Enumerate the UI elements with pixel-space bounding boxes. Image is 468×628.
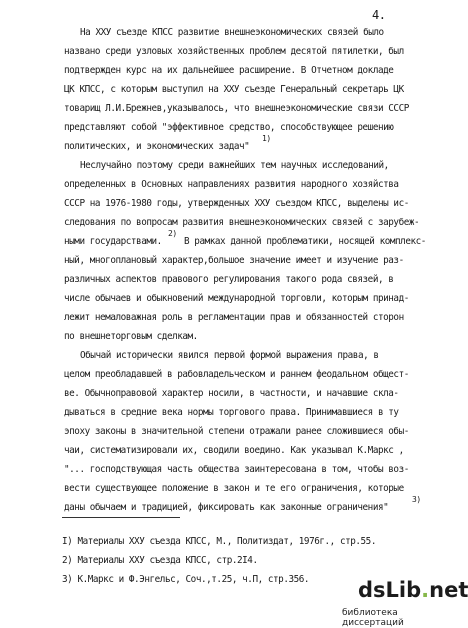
p3-line-6: чаи, систематизировали их, сводили воедино. Как указывал К.Маркс , (64, 445, 404, 456)
footnote-ref-2: 2) (168, 229, 177, 238)
watermark-subtitle: библиотека диссертаций (342, 608, 404, 628)
p3-line-9: даны обычаем и традицией, фиксировать как законные ограничения" (64, 502, 389, 513)
footnote-separator (62, 517, 180, 518)
p2-line-5-cont: В рамках данной проблематики, носящей комплекс- (184, 236, 426, 247)
p3-line-4: дываться в средние века нормы торгового права. Принимавшиеся в ту (64, 407, 399, 418)
p3-line-2: целом преобладавшей в рабовладельческом и раннем феодальном общест- (64, 369, 409, 380)
p1-line-6: представляют собой "эффективное средство, способствующее решению (64, 122, 394, 133)
p2-line-5: ными государствами. (64, 236, 162, 247)
p3-line-3: ве. Обычноправовой характер носили, в частности, и начавшие скла- (64, 388, 399, 399)
footnote-3: 3) К.Маркс и Ф.Энгельс, Соч.,т.25, ч.П, стр.356. (62, 574, 310, 585)
page-number: 4. (372, 8, 386, 22)
p3-line-7: "... господствующая часть общества заинтересована в том, чтобы воз- (64, 464, 409, 475)
p2-line-9: лежит немаловажная роль в регламентации прав и обязанностей сторон (64, 312, 404, 323)
p2-line-10: по внешнеторговым сделкам. (64, 331, 198, 342)
p3-line-5: эпоху законы в значительной степени отражали ранее сложившиеся обы- (64, 426, 409, 437)
p1-line-2: названо среди узловых хозяйственных проблем десятой пятилетки, был (64, 46, 404, 57)
p2-line-3: СССР на 1976-1980 годы, утвержденных XXУ съездом КПСС, выделены ис- (64, 198, 409, 209)
watermark-logo-text: dsLib.net (358, 578, 468, 602)
p2-line-1: Неслучайно поэтому среди важнейших тем научных исследований, (80, 160, 389, 171)
p1-line-3: подтвержден курс на их дальнейшее расширение. В Отчетном докладе (64, 65, 394, 76)
p2-line-8: числе обычаев и обыкновений международной торговли, которым принад- (64, 293, 409, 304)
p2-line-7: различных аспектов правового регулирования такого рода связей, в (64, 274, 394, 285)
p2-line-6: ный, многоплановый характер,большое значение имеет и изучение раз- (64, 255, 404, 266)
p1-line-5: товарищ Л.И.Брежнев,указывалось, что внешнеэкономические связи СССР (64, 103, 409, 114)
watermark-logo (342, 578, 468, 628)
p1-line-4: ЦК КПСС, с которым выступил на XXУ съезде Генеральный секретарь ЦК (64, 84, 404, 95)
p2-line-4: следования по вопросам развития внешнеэкономических связей с зарубеж- (64, 217, 420, 228)
footnote-ref-3: 3) (412, 495, 421, 504)
footnote-2: 2) Материалы XXУ съезда КПСС, стр.2I4. (62, 555, 258, 566)
footnote-1: I) Материалы XXУ съезда КПСС, М., Политиздат, 1976г., стр.55. (62, 536, 376, 547)
p3-line-1: Обычай исторически явился первой формой выражения права, в (80, 350, 379, 361)
p3-line-8: вести существующее положение в закон и те его ограничения, которые (64, 483, 404, 494)
p1-line-7: политических, и экономических задач" (64, 141, 250, 152)
footnote-ref-1: 1) (262, 134, 271, 143)
p2-line-2: определенных в Основных направлениях развития народного хозяйства (64, 179, 399, 190)
p1-line-1: На XXУ съезде КПСС развитие внешнеэкономических связей было (80, 27, 384, 38)
